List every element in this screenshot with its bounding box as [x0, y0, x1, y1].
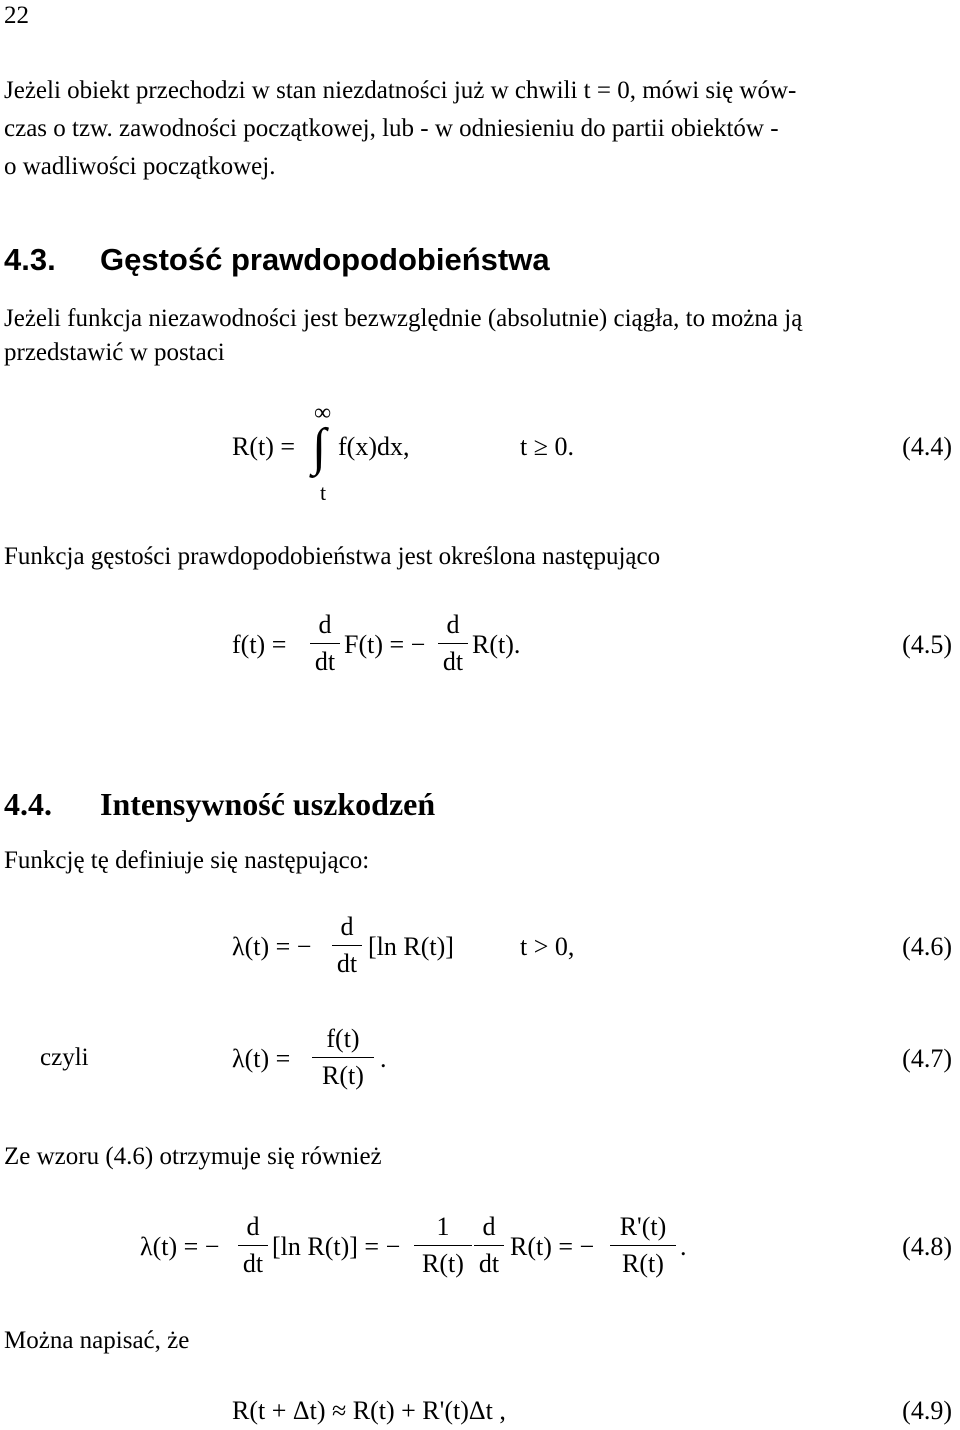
- eq-bracket: [ln R(t)] = −: [272, 1232, 401, 1261]
- integral-upper-limit: ∞: [314, 400, 332, 426]
- paragraph-line: o wadliwości początkowej.: [4, 153, 276, 180]
- section-title: Intensywność uszkodzeń: [100, 786, 436, 822]
- integral-sign: ∫: [312, 419, 327, 476]
- fraction-d-dt: [332, 912, 362, 979]
- eq-lhs: R(t) =: [232, 432, 296, 461]
- fraction-numerator: R'(t): [619, 1212, 667, 1241]
- fraction-denominator: dt: [242, 1249, 264, 1278]
- fraction-denominator: R(t): [622, 1249, 664, 1278]
- fraction-denominator: dt: [336, 949, 358, 978]
- paragraph-line: Jeżeli funkcja niezawodności jest bezwzględnie (absolutnie) ciągła, to można ją: [4, 305, 803, 332]
- equation-number: (4.6): [902, 932, 952, 961]
- paragraph-line: Funkcję tę definiuje się następująco:: [4, 847, 370, 874]
- eq-bracket: [ln R(t)]: [368, 932, 454, 961]
- paragraph-line: Funkcja gęstości prawdopodobieństwa jest określona następująco: [4, 543, 661, 570]
- equation-number: (4.7): [902, 1044, 952, 1073]
- eq-lhs: λ(t) = −: [232, 932, 312, 961]
- equation-number: (4.4): [902, 432, 952, 461]
- eq-expression: R(t + Δt) ≈ R(t) + R'(t)Δt ,: [232, 1396, 506, 1425]
- fraction-d-dt: [238, 1212, 268, 1279]
- eq-lhs: f(t) =: [232, 630, 287, 659]
- fraction-numerator: d: [246, 1212, 260, 1241]
- paragraph-line: Można napisać, że: [4, 1327, 190, 1354]
- paragraph-line: Ze wzoru (4.6) otrzymuje się również: [4, 1143, 382, 1170]
- fraction-d-dt: [474, 1212, 504, 1279]
- fraction-denominator: dt: [442, 647, 464, 676]
- fraction-d-dt: [310, 610, 340, 677]
- fraction-numerator: d: [340, 912, 354, 941]
- fraction-numerator: 1: [436, 1212, 450, 1241]
- equation-number: (4.5): [902, 630, 952, 659]
- eq-condition: t ≥ 0.: [520, 432, 574, 461]
- page-number: 22: [4, 2, 29, 29]
- section-title: Gęstość prawdopodobieństwa: [100, 242, 550, 277]
- fraction-numerator: d: [318, 610, 332, 639]
- fraction-one-over-r: [414, 1212, 472, 1279]
- section-number: 4.3.: [4, 242, 56, 277]
- fraction-numerator: d: [482, 1212, 496, 1241]
- fraction-denominator: R(t): [422, 1249, 464, 1278]
- integral-lower-limit: t: [320, 480, 327, 505]
- fraction-denominator: R(t): [322, 1061, 364, 1090]
- eq-lhs: λ(t) = −: [140, 1232, 220, 1261]
- eq-dot: .: [680, 1232, 687, 1261]
- eq-condition: t > 0,: [520, 932, 575, 961]
- fraction-numerator: d: [446, 610, 460, 639]
- section-number: 4.4.: [4, 786, 52, 822]
- fraction-f-over-r: [312, 1024, 374, 1091]
- eq-middle: R(t) = −: [510, 1232, 595, 1261]
- paragraph-line: czas o tzw. zawodności początkowej, lub - w odniesieniu do partii obiektów -: [4, 115, 779, 142]
- eq-middle: F(t) = −: [344, 630, 426, 659]
- eq-lhs: λ(t) =: [232, 1044, 291, 1073]
- paragraph-line: przedstawić w postaci: [4, 339, 225, 366]
- eq-dot: .: [380, 1044, 387, 1073]
- fraction-d-dt: [438, 610, 468, 677]
- eq-prefix: czyli: [40, 1044, 89, 1071]
- equation-number: (4.9): [902, 1396, 952, 1425]
- equation-number: (4.8): [902, 1232, 952, 1261]
- fraction-denominator: dt: [478, 1249, 500, 1278]
- fraction-numerator: f(t): [326, 1024, 360, 1053]
- eq-integrand: f(x)dx,: [338, 432, 410, 461]
- paragraph-line: Jeżeli obiekt przechodzi w stan niezdatności już w chwili t = 0, mówi się wów-: [4, 77, 797, 104]
- fraction-rprime-over-r: [610, 1212, 676, 1279]
- fraction-denominator: dt: [314, 647, 336, 676]
- eq-rhs: R(t).: [472, 630, 521, 659]
